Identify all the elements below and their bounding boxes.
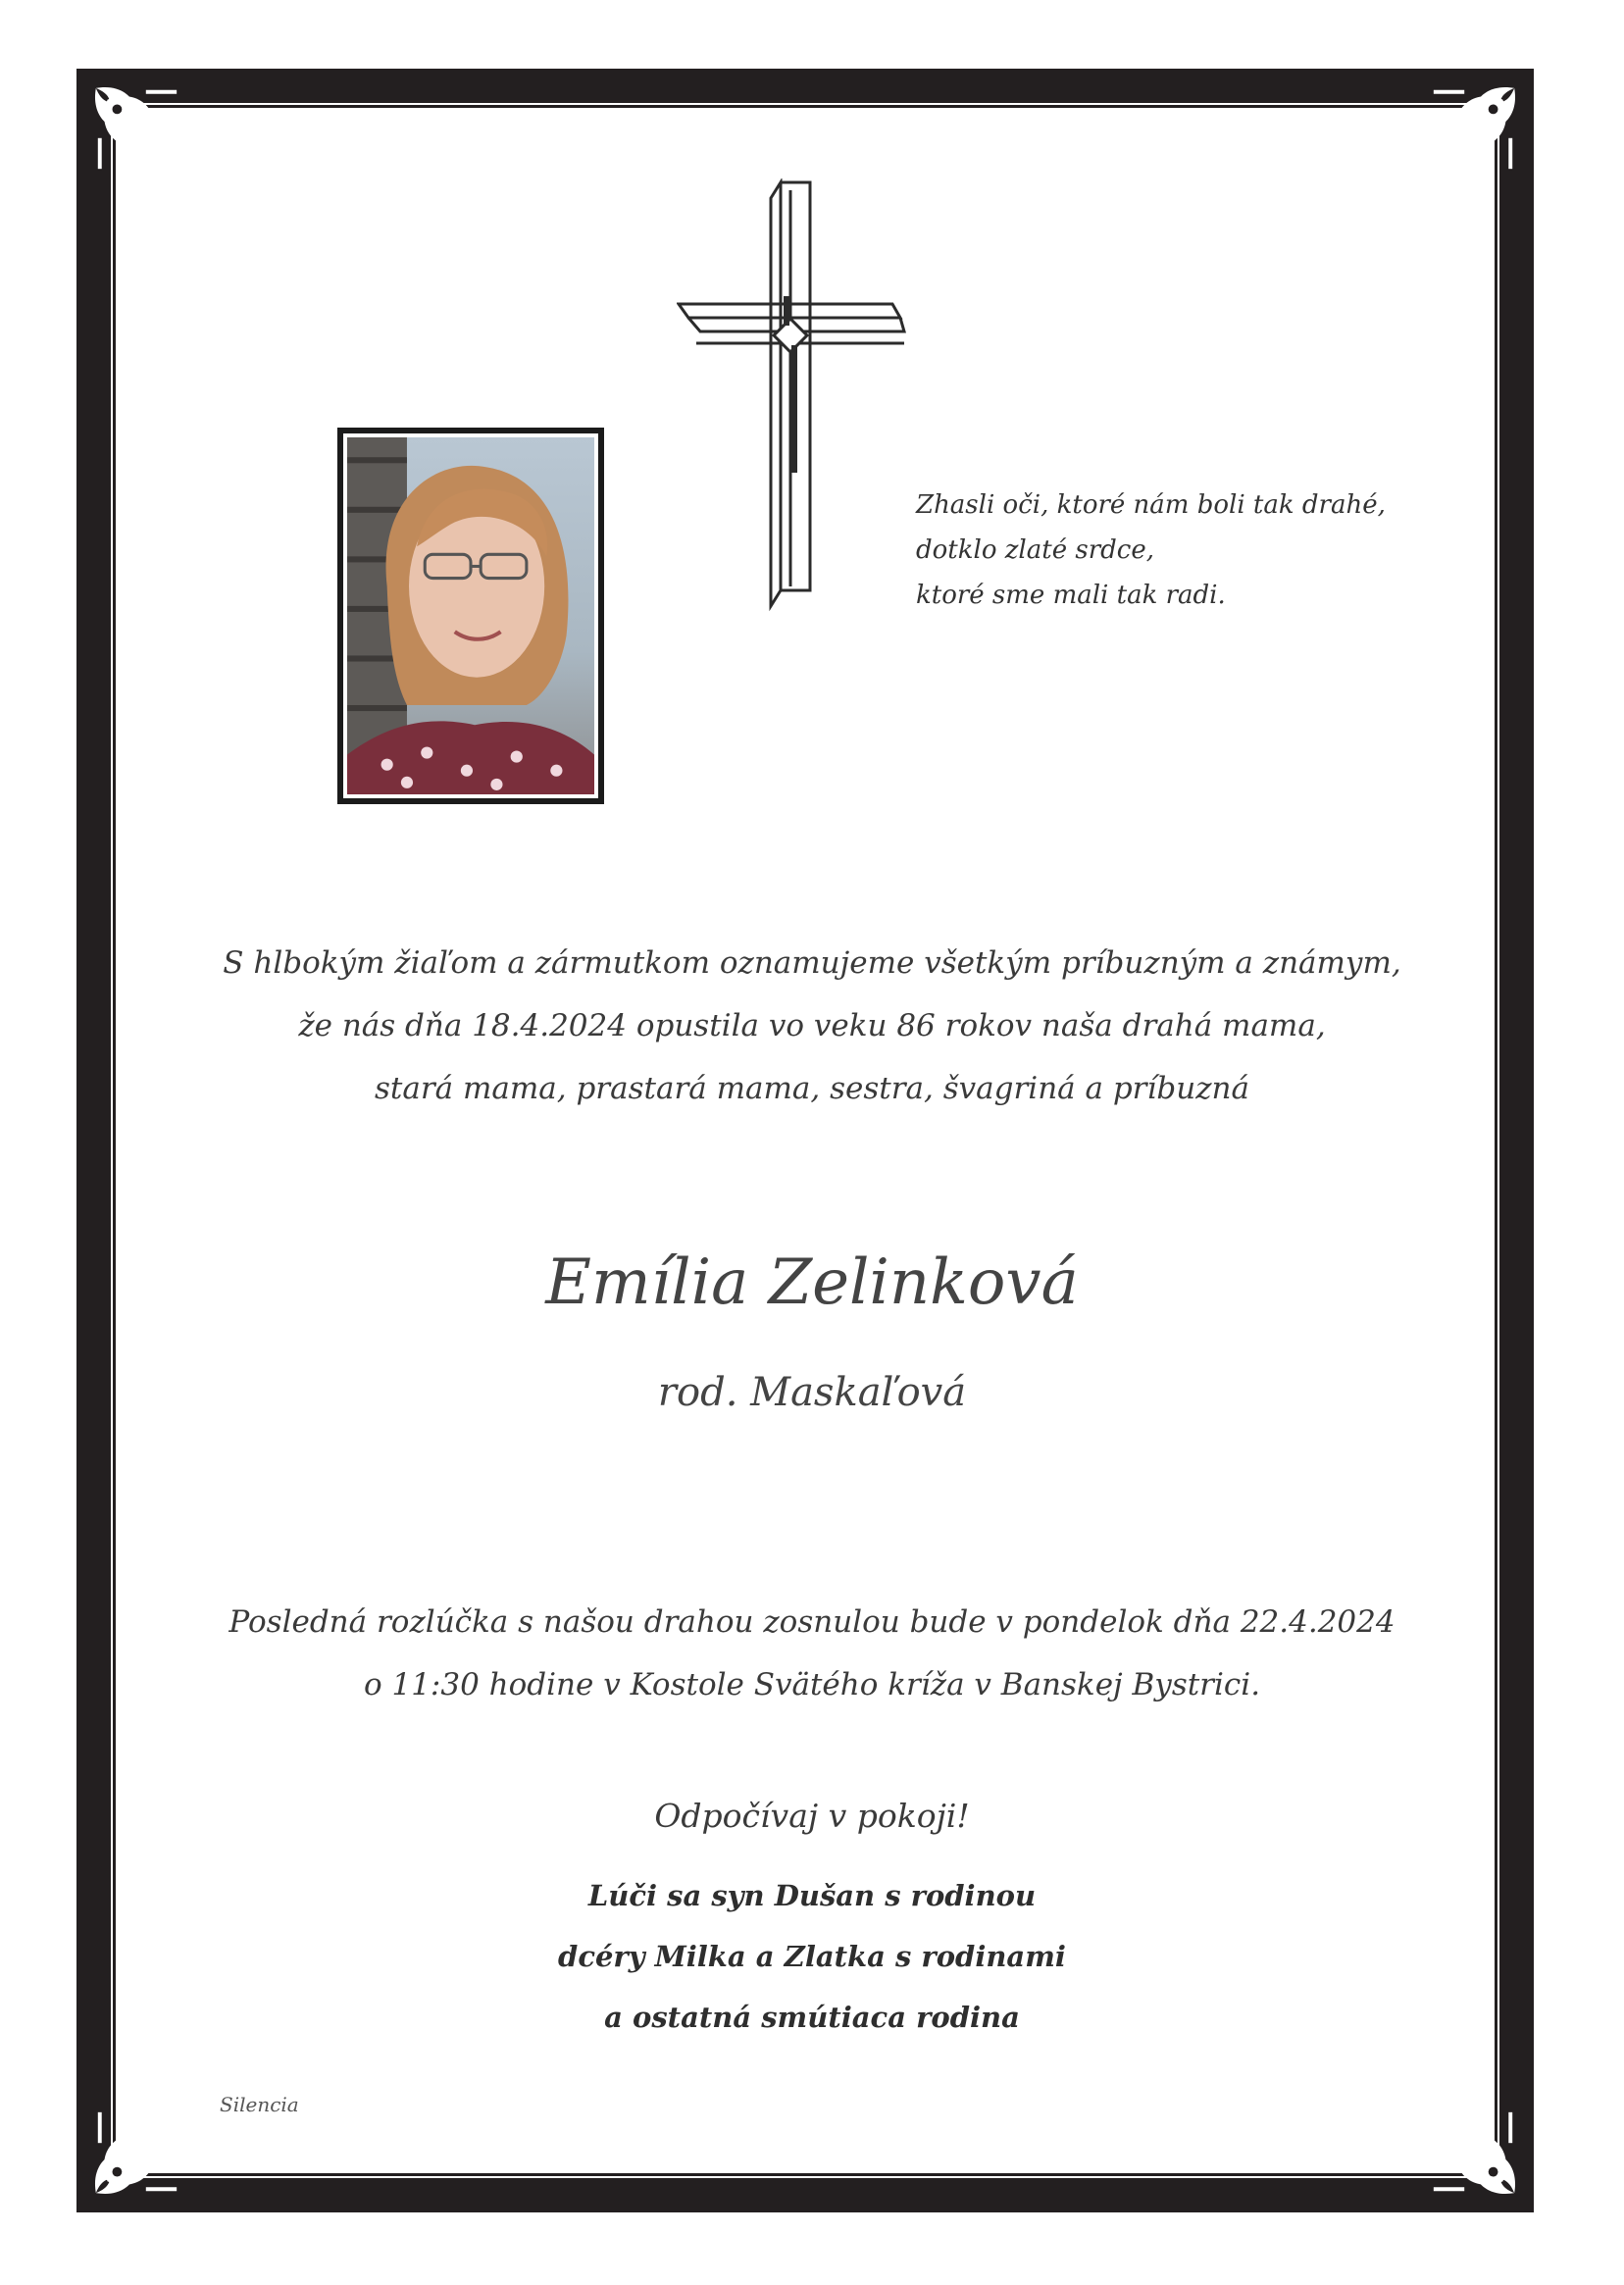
cross-icon (677, 178, 906, 612)
mourner-line: Lúči sa syn Dušan s rodinou (587, 1879, 1037, 1912)
rest-in-peace-text: Odpočívaj v pokoji! (654, 1797, 970, 1835)
maiden-name: rod. Maskaľová (657, 1370, 967, 1415)
poem-line: dotklo zlaté srdce, (916, 535, 1154, 565)
funeral-details (157, 1591, 1467, 1716)
death-announcement (157, 932, 1467, 1120)
deceased-name: Emília Zelinková (545, 1246, 1079, 1319)
poem-line: ktoré sme mali tak radi. (916, 581, 1226, 610)
mourner-line: a ostatná smútiaca rodina (604, 2001, 1020, 2034)
announcement-line: že nás dňa 18.4.2024 opustila vo veku 86 rokov naša drahá mama, (298, 1008, 1326, 1043)
publisher-brand: Silencia (220, 2093, 299, 2116)
portrait-photo (337, 428, 604, 804)
poem-line: Zhasli oči, ktoré nám boli tak drahé, (916, 490, 1386, 520)
funeral-detail-line: o 11:30 hodine v Kostole Svätého kríža v Banskej Bystrici. (363, 1667, 1261, 1702)
announcement-line: stará mama, prastará mama, sestra, švagriná a príbuzná (375, 1071, 1249, 1106)
mourner-line: dcéry Milka a Zlatka s rodinami (558, 1940, 1066, 1973)
announcement-line: S hlbokým žiaľom a zármutkom oznamujeme všetkým príbuzným a známym, (223, 945, 1401, 981)
funeral-detail-line: Posledná rozlúčka s našou drahou zosnulou bude v pondelok dňa 22.4.2024 (228, 1604, 1396, 1640)
mourners-list (157, 1865, 1467, 2048)
memorial-poem (916, 482, 1465, 618)
